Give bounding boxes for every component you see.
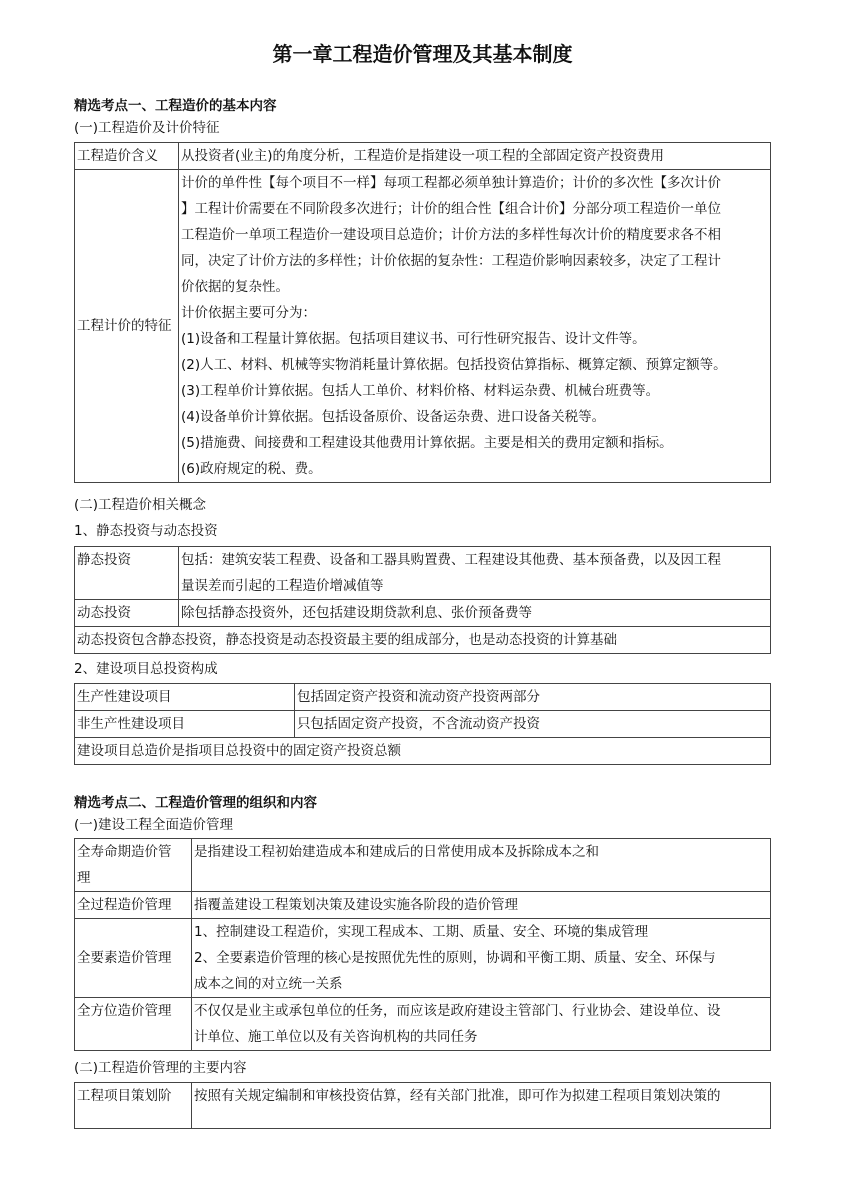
table-row: [75, 1083, 771, 1129]
table-row: [75, 738, 771, 765]
row-summary: 建设项目总造价是指项目总投资中的固定资产投资总额: [75, 738, 771, 765]
chapter-title: 第一章工程造价管理及其基本制度: [272, 42, 573, 66]
content-line: 不仅仅是业主或承包单位的任务，而应该是政府建设主管部门、行业协会、建设单位、设: [194, 1003, 721, 1019]
section2-part1-label: (一)建设工程全面造价管理: [74, 817, 234, 833]
section2-heading: 精选考点二、工程造价管理的组织和内容: [74, 795, 317, 811]
row-content: 只包括固定资产投资，不含流动资产投资: [295, 711, 771, 738]
row-content: [192, 998, 771, 1051]
row-content: 从投资者(业主)的角度分析，工程造价是指建设一项工程的全部固定资产投资费用: [179, 143, 771, 170]
row-label: 全要素造价管理: [75, 919, 192, 998]
comprehensive-cost-table: [74, 838, 771, 1051]
row-label: 动态投资: [75, 600, 179, 627]
table-row: [75, 170, 771, 483]
label-line: 全寿命期造价管: [77, 844, 172, 860]
content-line: 计价依据主要可分为：: [181, 305, 316, 321]
row-content: [192, 919, 771, 998]
row-label: 工程计价的特征: [75, 170, 179, 483]
content-line: 计价的单件性【每个项目不一样】每项工程都必须单独计算造价；计价的多次性【多次计价: [181, 175, 721, 191]
table-row: [75, 839, 771, 892]
cost-management-content-table: [74, 1082, 771, 1129]
content-line: (3)工程单价计算依据。包括人工单价、材料价格、材料运杂费、机械台班费等。: [181, 383, 660, 399]
content-line: (1)设备和工程量计算依据。包括项目建议书、可行性研究报告、设计文件等。: [181, 331, 646, 347]
section1-part1-label: (一)工程造价及计价特征: [74, 120, 220, 136]
content-line: (5)措施费、间接费和工程建设其他费用计算依据。主要是相关的费用定额和指标。: [181, 435, 673, 451]
content-line: 成本之间的对立统一关系: [194, 976, 343, 992]
section1-heading: 精选考点一、工程造价的基本内容: [74, 98, 277, 114]
content-line: (6)政府规定的税、费。: [181, 461, 322, 477]
content-line: 】工程计价需要在不同阶段多次进行；计价的组合性【组合计价】分部分项工程造价一单位: [181, 201, 721, 217]
table-row: [75, 919, 771, 998]
row-content: 除包括静态投资外，还包括建设期贷款利息、张价预备费等: [179, 600, 771, 627]
total-investment-subheading: 2、建设项目总投资构成: [74, 661, 218, 677]
content-line: 2、全要素造价管理的核心是按照优先性的原则，协调和平衡工期、质量、安全、环保与: [194, 950, 716, 966]
static-dynamic-table: [74, 546, 771, 654]
table-row: [75, 684, 771, 711]
table-row: [75, 998, 771, 1051]
content-line: (4)设备单价计算依据。包括设备原价、设备运杂费、进口设备关税等。: [181, 409, 606, 425]
content-line: 计单位、施工单位以及有关咨询机构的共同任务: [194, 1029, 478, 1045]
row-summary: 动态投资包含静态投资，静态投资是动态投资最主要的组成部分，也是动态投资的计算基础: [75, 627, 771, 654]
row-content: 是指建设工程初始建造成本和建成后的日常使用成本及拆除成本之和: [192, 839, 771, 892]
content-line: 同，决定了计价方法的多样性；计价依据的复杂性：工程造价影响因素较多，决定了工程计: [181, 253, 721, 269]
table-row: [75, 892, 771, 919]
pricing-characteristics-table: [74, 142, 771, 483]
section1-part2-label: (二)工程造价相关概念: [74, 497, 207, 513]
row-label: 全过程造价管理: [75, 892, 192, 919]
row-content: 包括固定资产投资和流动资产投资两部分: [295, 684, 771, 711]
label-line: 理: [77, 870, 91, 886]
table-row: [75, 143, 771, 170]
content-line: 1、控制建设工程造价，实现工程成本、工期、质量、安全、环境的集成管理: [194, 924, 649, 940]
row-label: [75, 839, 192, 892]
section2-part2-label: (二)工程造价管理的主要内容: [74, 1060, 247, 1076]
static-dynamic-subheading: 1、静态投资与动态投资: [74, 523, 218, 539]
row-label: 全方位造价管理: [75, 998, 192, 1051]
row-label: 工程造价含义: [75, 143, 179, 170]
row-label: 非生产性建设项目: [75, 711, 295, 738]
content-line: (2)人工、材料、机械等实物消耗量计算依据。包括投资估算指标、概算定额、预算定额等。: [181, 357, 727, 373]
content-line: 工程造价一单项工程造价一建设项目总造价；计价方法的多样性每次计价的精度要求各不相: [181, 227, 721, 243]
row-label: 工程项目策划阶: [75, 1083, 192, 1129]
row-content: [179, 547, 771, 600]
row-content: 指覆盖建设工程策划决策及建设实施各阶段的造价管理: [192, 892, 771, 919]
table-row: [75, 627, 771, 654]
row-content: 按照有关规定编制和审核投资估算，经有关部门批准，即可作为拟建工程项目策划决策的: [192, 1083, 771, 1129]
content-line: 包括：建筑安装工程费、设备和工器具购置费、工程建设其他费、基本预备费，以及因工程: [181, 552, 721, 568]
row-label: 生产性建设项目: [75, 684, 295, 711]
table-row: [75, 711, 771, 738]
total-investment-table: [74, 683, 771, 765]
row-content: [179, 170, 771, 483]
table-row: [75, 600, 771, 627]
row-label: 静态投资: [75, 547, 179, 600]
content-line: 价依据的复杂性。: [181, 279, 289, 295]
content-line: 量误差而引起的工程造价增减值等: [181, 578, 384, 594]
table-row: [75, 547, 771, 600]
